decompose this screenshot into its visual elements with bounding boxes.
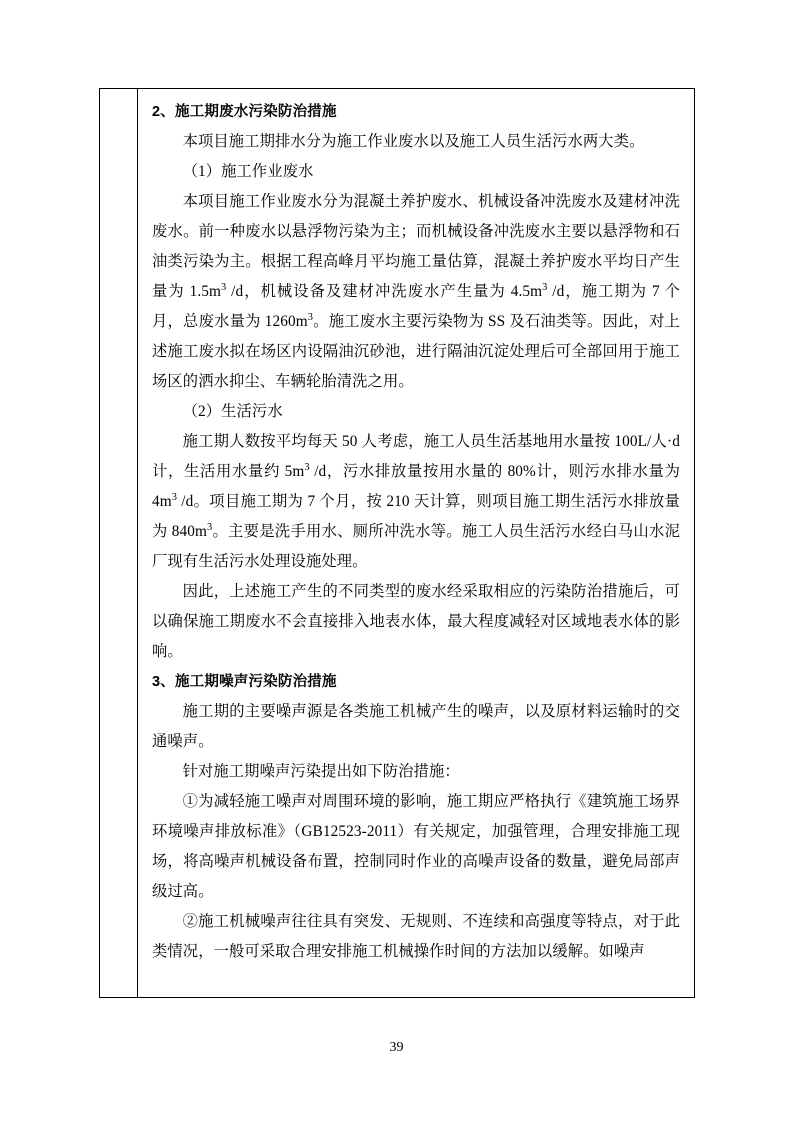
paragraph-domestic-sewage: 施工期人数按平均每天 50 人考虑，施工人员生活基地用水量按 100L/人·d 计，生活用水量约 $5m^3$ /d，污水排放量按用水量的 80%计，则污水排水量为 $4m^3$ /d。项目施工期为 7 个月，按 210 天计算，则项目施工期生活污水排放量为 $840m^3$。主要是洗手用水、厕所冲洗水等。施工人员生活污水经白马山水泥厂现有生活污水处理设施处理。 xyxy=(152,433,680,570)
paragraph-construction-wastewater: 本项目施工作业废水分为混凝土养护废水、机械设备冲洗废水及建材冲洗废水。前一种废水以悬浮物污染为主；而机械设备冲洗废水主要以悬浮物和石油类污染为主。根据工程高峰月平均施工量估算，混凝土养护废水平均日产生量为 $1.5m^3$ /d，机械设备及建材冲洗废水产生量为 $4.5m^3$ /d，施工期为 7 个月，总废水量为 $1260m^3$。施工废水主要污染物为 SS 及石油类等。因此，对上述施工废水拟在场区内设隔油沉砂池，进行隔油沉淀处理后可全部回用于施工场区的洒水抑尘、车辆轮胎清洗之用。 xyxy=(152,193,680,390)
paragraph-intro-wastewater: 本项目施工期排水分为施工作业废水以及施工人员生活污水两大类。 xyxy=(182,133,645,150)
section-heading-3: 3、施工期噪声污染防治措施 xyxy=(152,674,337,690)
paragraph-noise-measure-2: ②施工机械噪声往往具有突发、无规则、不连续和高强度等特点，对于此类情况，一般可采取合理安排施工机械操作时间的方法加以缓解。如噪声 xyxy=(152,913,680,960)
paragraph-conclusion-wastewater: 因此，上述施工产生的不同类型的废水经采取相应的污染防治措施后，可以确保施工期废水不会直接排入地表水体，最大程度减轻对区域地表水体的影响。 xyxy=(152,583,680,660)
table-content-column xyxy=(138,89,694,997)
table-label-column xyxy=(100,89,138,997)
content-table xyxy=(99,88,695,998)
paragraph-noise-sources: 施工期的主要噪声源是各类施工机械产生的噪声，以及原材料运输时的交通噪声。 xyxy=(152,703,680,750)
paragraph-noise-measures-intro: 针对施工期噪声污染提出如下防治措施： xyxy=(182,763,460,780)
page-number: 39 xyxy=(389,1040,404,1055)
paragraph-noise-measure-1: ①为减轻施工噪声对周围环境的影响，施工期应严格执行《建筑施工场界环境噪声排放标准》（GB12523-2011）有关规定，加强管理，合理安排施工现场，将高噪声机械设备布置，控制同时作业的高噪声设备的数量，避免局部声级过高。 xyxy=(152,793,680,900)
section-heading-2: 2、施工期废水污染防治措施 xyxy=(152,104,337,120)
paragraph-sub-1-title: （1）施工作业废水 xyxy=(182,163,314,180)
paragraph-sub-2-title: （2）生活污水 xyxy=(182,403,283,420)
